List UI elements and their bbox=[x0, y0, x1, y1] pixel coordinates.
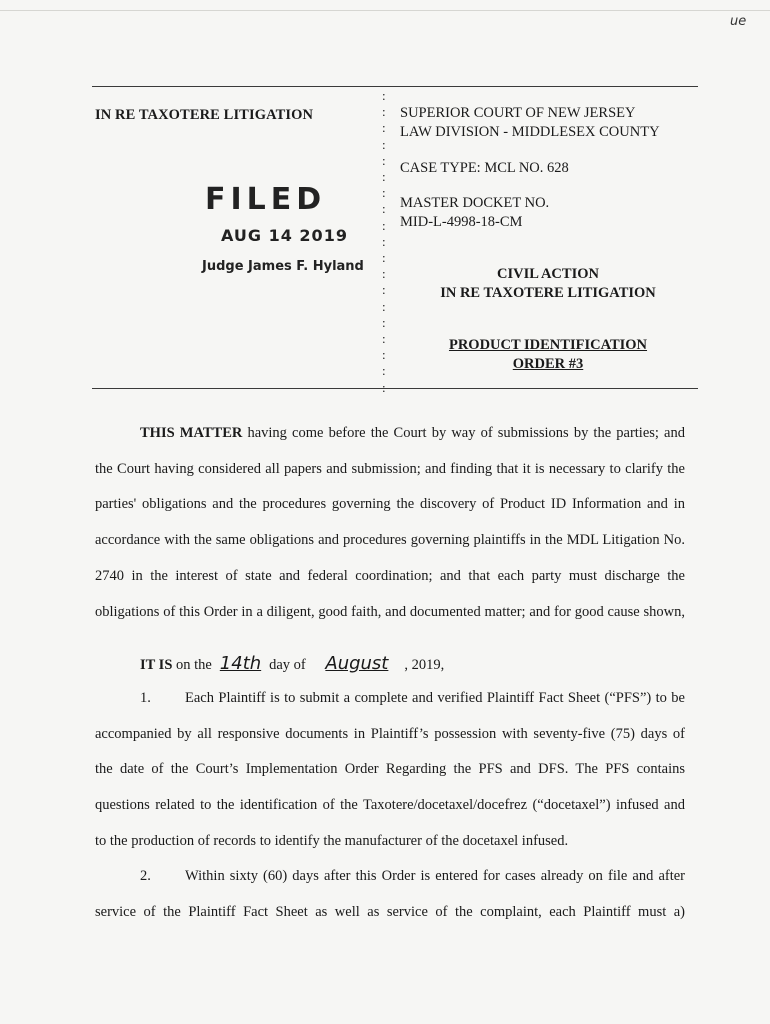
docket-number bbox=[400, 194, 549, 232]
item-1-number: 1. bbox=[140, 690, 151, 706]
caption-colon-divider: : : : : : : : : : : : : : : : : : : : bbox=[382, 88, 386, 395]
scan-edge-line bbox=[0, 10, 770, 11]
civil-action-label: CIVIL ACTION bbox=[497, 266, 599, 282]
order-date-lead: IT IS bbox=[140, 657, 173, 673]
handwritten-day: 14th bbox=[219, 653, 262, 674]
civil-action-heading bbox=[400, 265, 696, 303]
order-item-1 bbox=[95, 681, 685, 860]
order-date-day-label: day of bbox=[269, 657, 306, 673]
item-2-line-2: service of the Plaintiff Fact Sheet as well as service of the complaint, each Plaintiff must a) bbox=[95, 903, 685, 920]
item-1-line-1-text: Each Plaintiff is to submit a complete and verified Plaintiff Fact Sheet (“PFS”) to be bbox=[185, 690, 685, 706]
case-caption-title: IN RE TAXOTERE LITIGATION bbox=[95, 107, 314, 123]
item-1-line-4: questions related to the identification of the Taxotere/docetaxel/docefrez (“docetaxel”) infused and bbox=[95, 797, 685, 814]
docket-line-2: MID-L-4998-18-CM bbox=[400, 214, 523, 230]
order-title-line-1: PRODUCT IDENTIFICATION bbox=[448, 337, 648, 353]
filed-stamp: FILED bbox=[205, 182, 327, 217]
court-line-1: SUPERIOR COURT OF NEW JERSEY bbox=[400, 105, 636, 121]
item-2-number: 2. bbox=[140, 868, 151, 884]
recital-line-2: the Court having considered all papers and submission; and finding that it is necessary to clarify the bbox=[95, 460, 685, 477]
recital-paragraph bbox=[95, 416, 685, 630]
court-name bbox=[400, 104, 660, 142]
item-2-line-1 bbox=[95, 859, 685, 895]
filed-stamp-date: AUG 14 2019 bbox=[221, 226, 348, 245]
order-date-line bbox=[95, 646, 685, 684]
docket-line-1: MASTER DOCKET NO. bbox=[400, 195, 550, 211]
caption-bottom-rule bbox=[92, 388, 698, 389]
court-line-2: LAW DIVISION - MIDDLESEX COUNTY bbox=[400, 124, 660, 140]
case-type: CASE TYPE: MCL NO. 628 bbox=[400, 160, 569, 176]
civil-action-title: IN RE TAXOTERE LITIGATION bbox=[440, 285, 656, 301]
recital-line-1 bbox=[95, 416, 685, 452]
order-date-year: , 2019, bbox=[404, 657, 445, 673]
item-1-line-5: to the production of records to identify the manufacturer of the docetaxel infused. bbox=[95, 832, 569, 849]
recital-line-1-text: having come before the Court by way of submissions by the parties; and bbox=[247, 425, 685, 441]
item-1-line-2: accompanied by all responsive documents in Plaintiff’s possession with seventy-five (75) days of bbox=[95, 725, 685, 742]
handwritten-month: August bbox=[325, 653, 389, 674]
item-1-line-1 bbox=[95, 681, 685, 717]
caption-top-rule bbox=[92, 86, 698, 87]
item-1-line-3: the date of the Court’s Implementation Order Regarding the PFS and DFS. The PFS contains bbox=[95, 761, 685, 778]
item-2-line-1-text: Within sixty (60) days after this Order is entered for cases already on file and after bbox=[185, 868, 685, 884]
recital-line-5: 2740 in the interest of state and federal coordination; and that each party must discharge the bbox=[95, 567, 685, 584]
recital-line-4: accordance with the same obligations and procedures governing plaintiffs in the MDL Litigation No. bbox=[95, 532, 685, 549]
recital-line-6: obligations of this Order in a diligent, good faith, and documented matter; and for good cause shown, bbox=[95, 603, 685, 620]
filed-stamp-judge: Judge James F. Hyland bbox=[202, 259, 364, 274]
handwritten-initials: ue bbox=[730, 14, 747, 29]
order-title-line-2: ORDER #3 bbox=[512, 356, 584, 372]
order-item-2 bbox=[95, 859, 685, 930]
order-date-on: on the bbox=[176, 657, 212, 673]
order-title bbox=[400, 336, 696, 374]
recital-lead: THIS MATTER bbox=[140, 425, 243, 441]
recital-line-3: parties' obligations and the procedures governing the discovery of Product ID Information and in bbox=[95, 496, 685, 513]
